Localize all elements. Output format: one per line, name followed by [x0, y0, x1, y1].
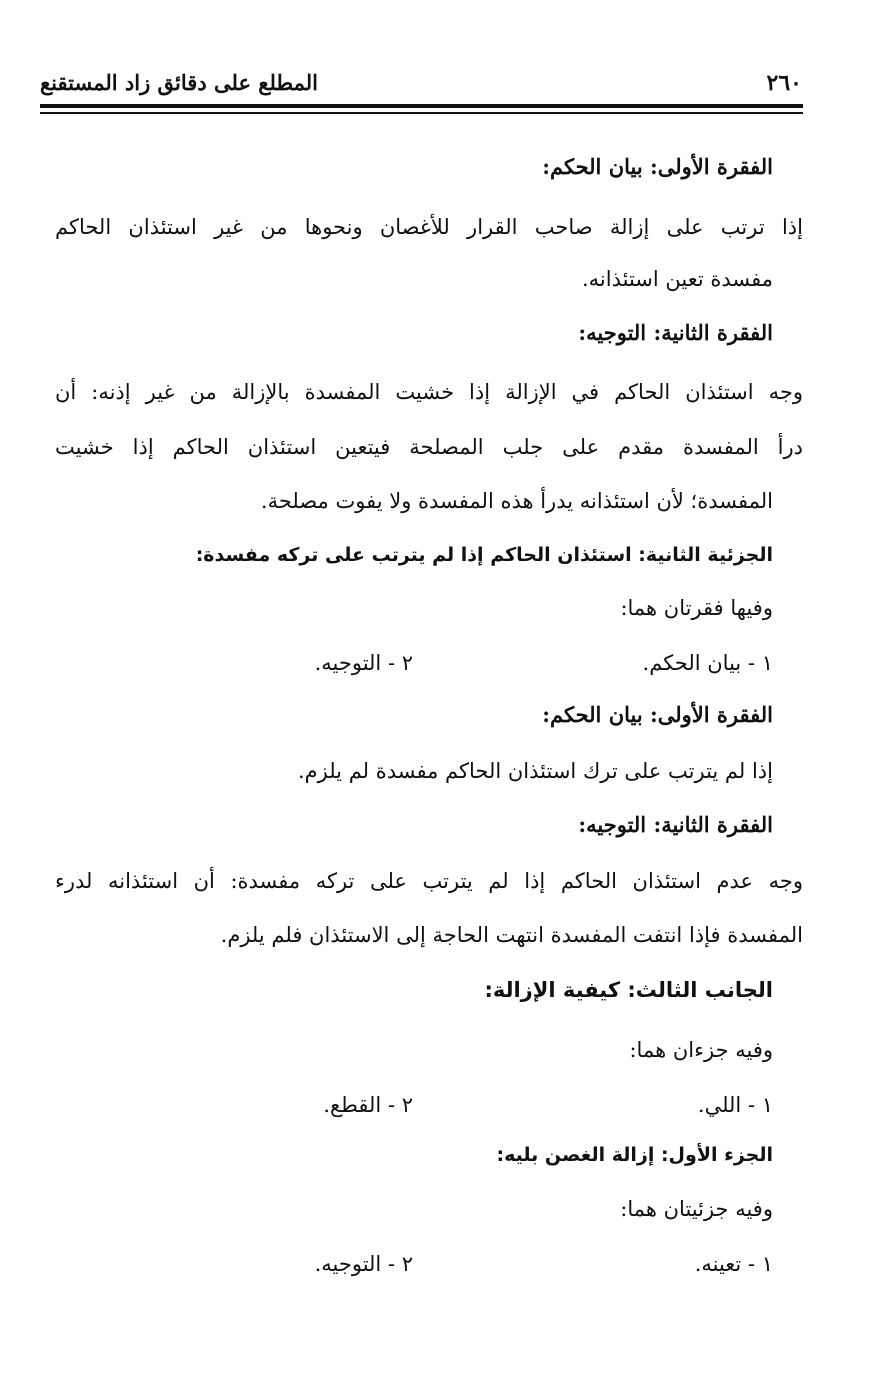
body-line: درأ المفسدة مقدم على جلب المصلحة فيتعين استئذان الحاكم إذا خشيت [55, 435, 803, 459]
book-title: المطلع على دقائق زاد المستقنع [40, 70, 319, 95]
list-item: ٢ - التوجيه. [314, 1252, 413, 1276]
paragraph-heading: الفقرة الثانية: التوجيه: [578, 812, 773, 837]
paragraph-heading: الفقرة الأولى: بيان الحكم: [542, 154, 773, 179]
body-line: إذا ترتب على إزالة صاحب القرار للأغصان ونحوها من غير استئذان الحاكم [55, 215, 803, 239]
header-rule-thick [40, 104, 803, 108]
body-line: مفسدة تعين استئذانه. [581, 267, 773, 291]
list-item: ٢ - التوجيه. [314, 651, 413, 675]
body-line: المفسدة؛ لأن استئذانه يدرأ هذه المفسدة ولا يفوت مصلحة. [260, 489, 773, 513]
subsection-heading: الجزئية الثانية: استئذان الحاكم إذا لم يترتب على تركه مفسدة: [195, 544, 773, 566]
section-heading: الجانب الثالث: كيفية الإزالة: [484, 978, 773, 1002]
body-line: وجه استئذان الحاكم في الإزالة إذا خشيت المفسدة بالإزالة من غير إذنه: أن [55, 380, 803, 404]
list-item: ١ - بيان الحكم. [642, 651, 773, 675]
paragraph-heading: الفقرة الأولى: بيان الحكم: [542, 702, 773, 727]
body-line: وفيه جزءان هما: [629, 1038, 773, 1062]
list-item: ٢ - القطع. [323, 1093, 413, 1117]
body-line: إذا لم يترتب على ترك استئذان الحاكم مفسدة لم يلزم. [297, 759, 773, 783]
list-item: ١ - اللي. [697, 1093, 773, 1117]
part-heading: الجزء الأول: إزالة الغصن بليه: [496, 1144, 773, 1166]
body-line: وفيه جزئيتان هما: [620, 1197, 773, 1221]
page-header [40, 66, 802, 106]
body-line: وجه عدم استئذان الحاكم إذا لم يترتب على تركه مفسدة: أن استئذانه لدرء [55, 869, 803, 893]
paragraph-heading: الفقرة الثانية: التوجيه: [578, 320, 773, 345]
body-line: المفسدة فإذا انتفت المفسدة انتهت الحاجة إلى الاستئذان فلم يلزم. [220, 923, 803, 947]
page-number: ٢٦٠ [766, 70, 802, 96]
body-line: وفيها فقرتان هما: [620, 596, 773, 620]
header-rule-thin [40, 112, 803, 114]
list-item: ١ - تعينه. [694, 1252, 773, 1276]
